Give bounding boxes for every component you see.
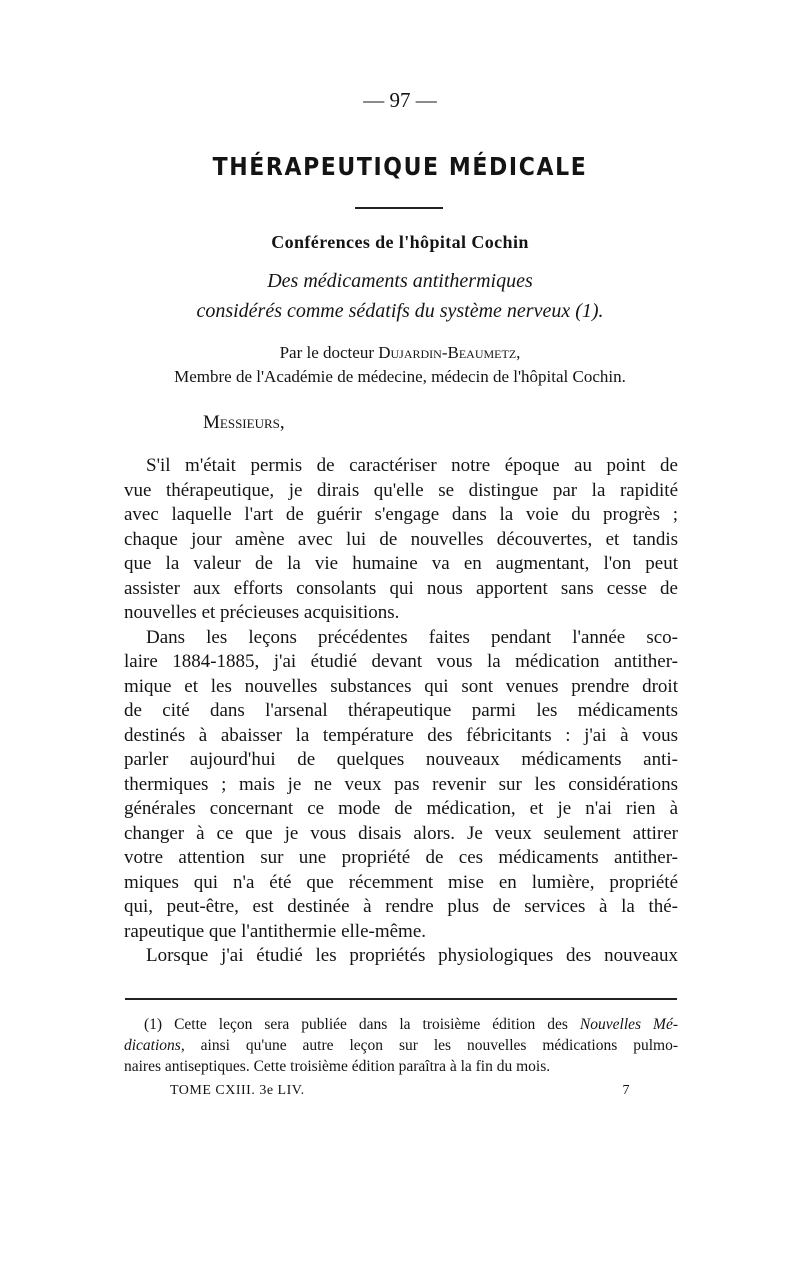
body-line: thermiques ; mais je ne veux pas revenir sur les considérations [124,773,678,795]
body-line: S'il m'était permis de caractériser notre époque au point de [146,455,678,476]
body-line: Dans les leçons précédentes faites pendant l'année sco- [146,626,678,648]
body-line: mique et les nouvelles substances qui sont venues prendre droit [124,675,678,697]
conference-title: Conférences de l'hôpital Cochin [271,232,529,252]
title-divider [355,207,443,209]
body-line: que la valeur de la vie humaine va en augmentant, l'on peut [124,553,678,575]
footnote-marker: (1) [144,1016,163,1033]
body-line: votre attention sur une propriété de ces médicaments antither- [124,847,678,869]
author-affiliation: Membre de l'Académie de médecine, médecin de l'hôpital Cochin. [174,367,626,386]
body-line: destinés à abaisser la température des fébricitants : j'ai à vous [124,724,678,746]
footnote [124,1014,678,1077]
body-line: nouvelles et précieuses acquisitions. [124,602,400,624]
footnote-text: Cette leçon sera publiée dans la troisième édition des [174,1016,568,1033]
body-line: changer à ce que je vous disais alors. Je veux seulement attirer [124,822,678,844]
body-line: assister aux efforts consolants qui nous apportent sans cesse de [124,577,678,599]
page-number: — 97 — [363,88,437,112]
body-line: rapeutique que l'antithermie elle-même. [124,920,427,942]
body-line: générales concernant ce mode de médication, et je n'ai rien à [124,798,678,820]
lecture-subtitle-line: Des médicaments antithermiques [267,270,533,292]
footnote-line: naires antiseptiques. Cette troisième édition paraîtra à la fin du mois. [124,1058,551,1075]
body-line: Lorsque j'ai étudié les propriétés physiologiques des nouveaux [146,945,678,967]
footnote-italic: Nouvelles Mé- [579,1016,678,1033]
author-name: Dujardin-Beaumetz, [378,343,521,362]
sheet-number: 7 [622,1083,630,1098]
volume-label: TOME CXIII. 3e LIV. [170,1083,305,1098]
footnote-text: ainsi qu'une autre leçon sur les nouvelles médications pulmo- [200,1037,678,1054]
salutation: Messieurs, [203,412,285,433]
footnote-divider [125,998,677,1000]
author-byline [0,343,800,363]
body-line: vue thérapeutique, je dirais qu'elle se distingue par la rapidité [124,479,678,501]
footnote-line [124,1014,678,1035]
body-line: miques qui n'a été que récemment mise en lumière, propriété [124,871,678,893]
body-line: chaque jour amène avec lui de nouvelles découvertes, et tandis [124,528,678,550]
footnote-line [124,1035,678,1056]
body-line: laire 1884-1885, j'ai étudié devant vous la médication antither- [124,651,678,673]
body-line: de cité dans l'arsenal thérapeutique parmi les médicaments [124,700,678,722]
article-body [124,454,678,969]
body-line: avec laquelle l'art de guérir s'engage dans la voie du progrès ; [124,504,678,526]
author-by: Par le docteur [279,343,374,362]
body-line: parler aujourd'hui de quelques nouveaux médicaments anti- [124,749,678,771]
footnote-italic: dications, [124,1037,185,1054]
lecture-subtitle-line: considérés comme sédatifs du système nerveux (1). [196,300,604,322]
section-title: THÉRAPEUTIQUE MÉDICALE [212,153,588,182]
body-line: qui, peut-être, est destinée à rendre plus de services à la thé- [124,896,678,918]
